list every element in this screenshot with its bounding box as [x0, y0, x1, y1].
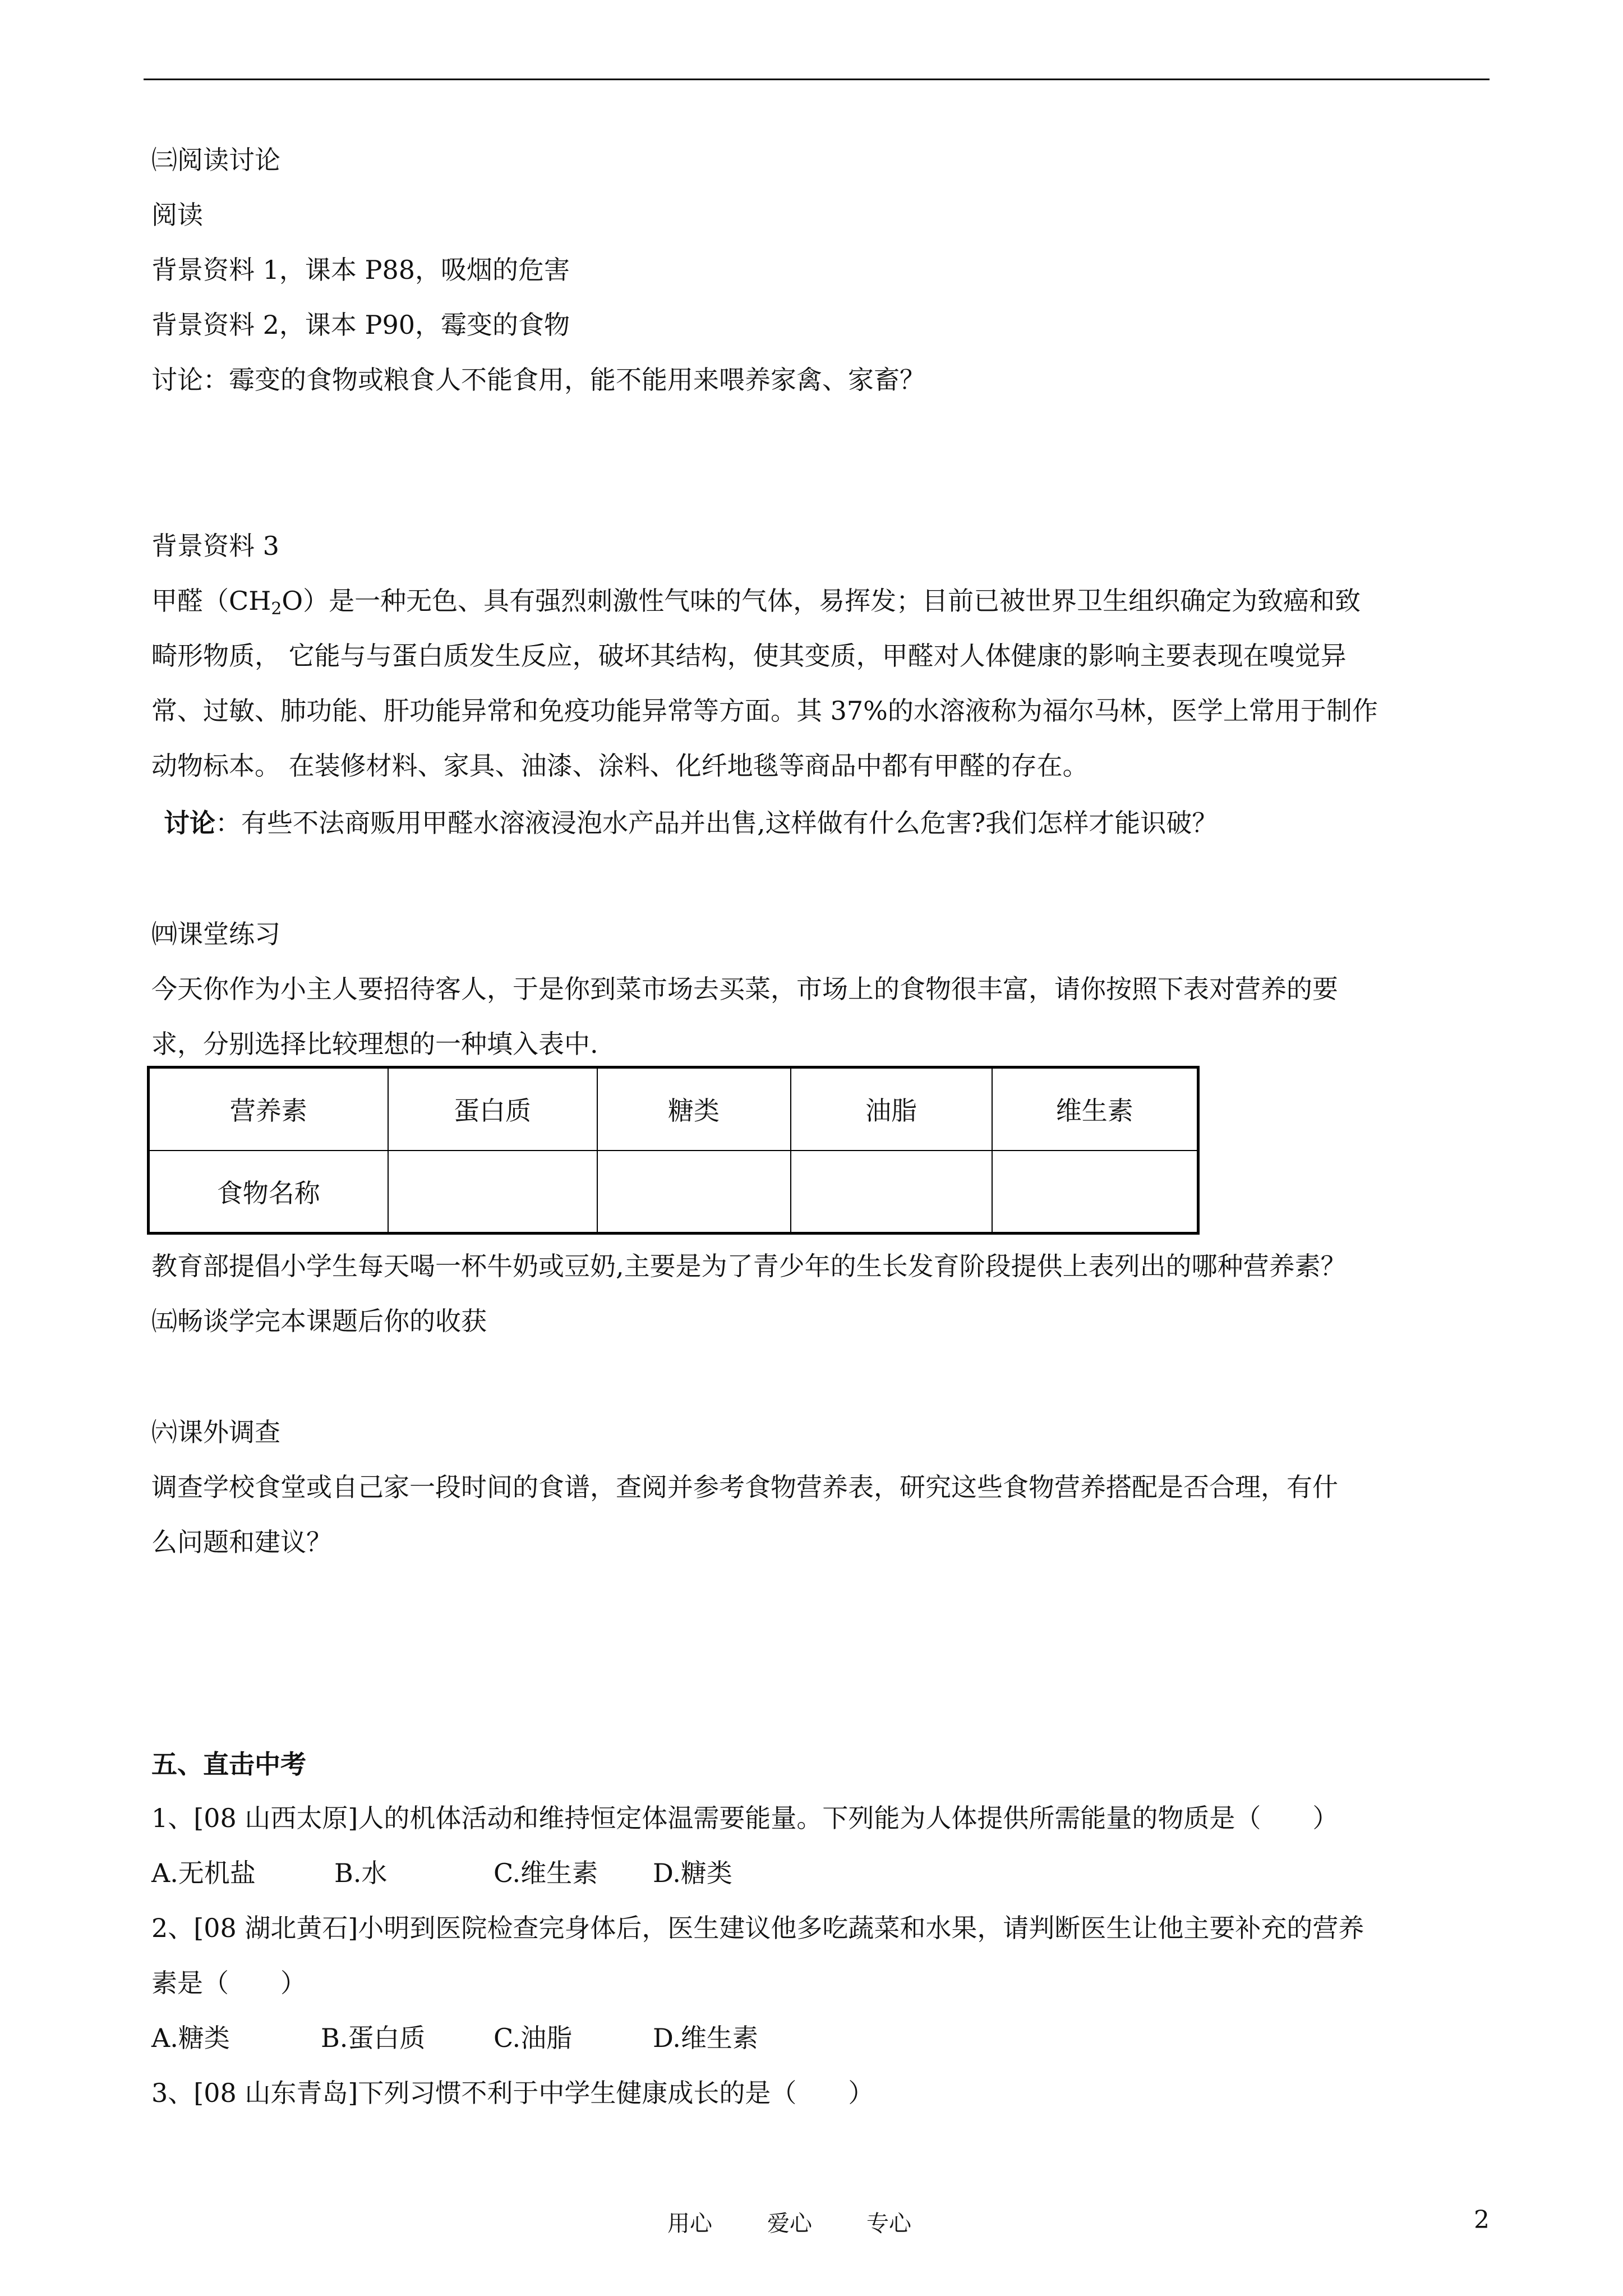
material-1: 背景资料 1，课本 P88，吸烟的危害: [151, 255, 570, 285]
table-row-label: 食物名称: [149, 1151, 388, 1234]
question-3: 3、[08 山东青岛]下列习惯不利于中学生健康成长的是（ ）: [151, 2078, 874, 2108]
table-header-cell: 营养素: [149, 1068, 388, 1151]
formaldehyde-line-2: 畸形物质， 它能与与蛋白质发生反应，破坏其结构，使其变质，甲醛对人体健康的影响主要表现在嗅觉异: [151, 641, 1347, 671]
section6-heading: ㈥课外调查: [151, 1417, 280, 1447]
header-rule: [144, 79, 1490, 80]
table-header-cell: 维生素: [992, 1068, 1198, 1151]
section4-intro-line-1: 今天你作为小主人要招待客人，于是你到菜市场去买菜，市场上的食物很丰富，请你按照下表对营养的要: [151, 974, 1338, 1004]
footer-motto: 爱心: [767, 2211, 812, 2237]
option: C.维生素: [494, 1858, 598, 1888]
table-header-row: [149, 1068, 1198, 1151]
formaldehyde-line-4: 动物标本。 在装修材料、家具、油漆、涂料、化纤地毯等商品中都有甲醛的存在。: [151, 751, 1089, 781]
option: D.维生素: [653, 2023, 758, 2053]
nutrition-table: [147, 1066, 1200, 1235]
footer-motto: 专心: [866, 2211, 911, 2237]
material-2: 背景资料 2，课本 P90，霉变的食物: [151, 310, 570, 340]
formaldehyde-line-3: 常、过敏、肺功能、肝功能异常和免疫功能异常等方面。其 37%的水溶液称为福尔马林，医学上常用于制作: [151, 696, 1378, 726]
section4-heading: ㈣课堂练习: [151, 919, 280, 949]
section5-heading: ㈤畅谈学完本课题后你的收获: [151, 1306, 487, 1336]
table-row: [149, 1151, 1198, 1234]
option: D.糖类: [653, 1858, 732, 1888]
page-number: 2: [1474, 2206, 1490, 2234]
section3-heading: ㈢阅读讨论: [151, 145, 280, 175]
option: B.蛋白质: [321, 2023, 426, 2053]
section6-line-1: 调查学校食堂或自己家一段时间的食谱，查阅并参考食物营养表，研究这些食物营养搭配是否合理，有什: [151, 1472, 1338, 1502]
option: A.糖类: [151, 2023, 230, 2053]
table-header-cell: 糖类: [597, 1068, 791, 1151]
material-3-title: 背景资料 3: [151, 531, 279, 561]
table-header-cell: 蛋白质: [388, 1068, 597, 1151]
section6-line-2: 么问题和建议？: [151, 1527, 332, 1557]
exam-heading: 五、直击中考: [151, 1749, 306, 1779]
question-2-line-2: 素是（ ）: [151, 1968, 306, 1998]
question-2-line-1: 2、[08 湖北黄石]小明到医院检查完身体后，医生建议他多吃蔬菜和水果，请判断医生让他主要补充的营养: [151, 1913, 1364, 1943]
discussion-2: 讨论：有些不法商贩用甲醛水溶液浸泡水产品并出售,这样做有什么危害?我们怎样才能识破？: [164, 808, 1218, 838]
option: C.油脂: [494, 2023, 573, 2053]
section4-followup: 教育部提倡小学生每天喝一杯牛奶或豆奶,主要是为了青少年的生长发育阶段提供上表列出的哪种营养素？: [151, 1251, 1347, 1281]
table-blank-cell[interactable]: [388, 1151, 597, 1234]
option: A.无机盐: [151, 1858, 256, 1888]
section4-intro-line-2: 求，分别选择比较理想的一种填入表中.: [151, 1029, 598, 1059]
table-blank-cell[interactable]: [992, 1151, 1198, 1234]
table-blank-cell[interactable]: [597, 1151, 791, 1234]
footer-motto: 用心: [667, 2211, 712, 2237]
table-header-cell: 油脂: [791, 1068, 992, 1151]
formaldehyde-line-1: 甲醛$(CH_2O)$是一种无色、具有强烈刺激性气味的气体，易挥发；目前已被世界卫生组织确定为致癌和致: [151, 586, 1361, 619]
question-1: 1、[08 山西太原]人的机体活动和维持恒定体温需要能量。下列能为人体提供所需能量的物质是（ ）: [151, 1803, 1339, 1833]
table-blank-cell[interactable]: [791, 1151, 992, 1234]
discussion-1: 讨论：霉变的食物或粮食人不能食用，能不能用来喂养家禽、家畜？: [151, 365, 925, 395]
read-label: 阅读: [151, 200, 203, 230]
option: B.水: [334, 1858, 388, 1888]
